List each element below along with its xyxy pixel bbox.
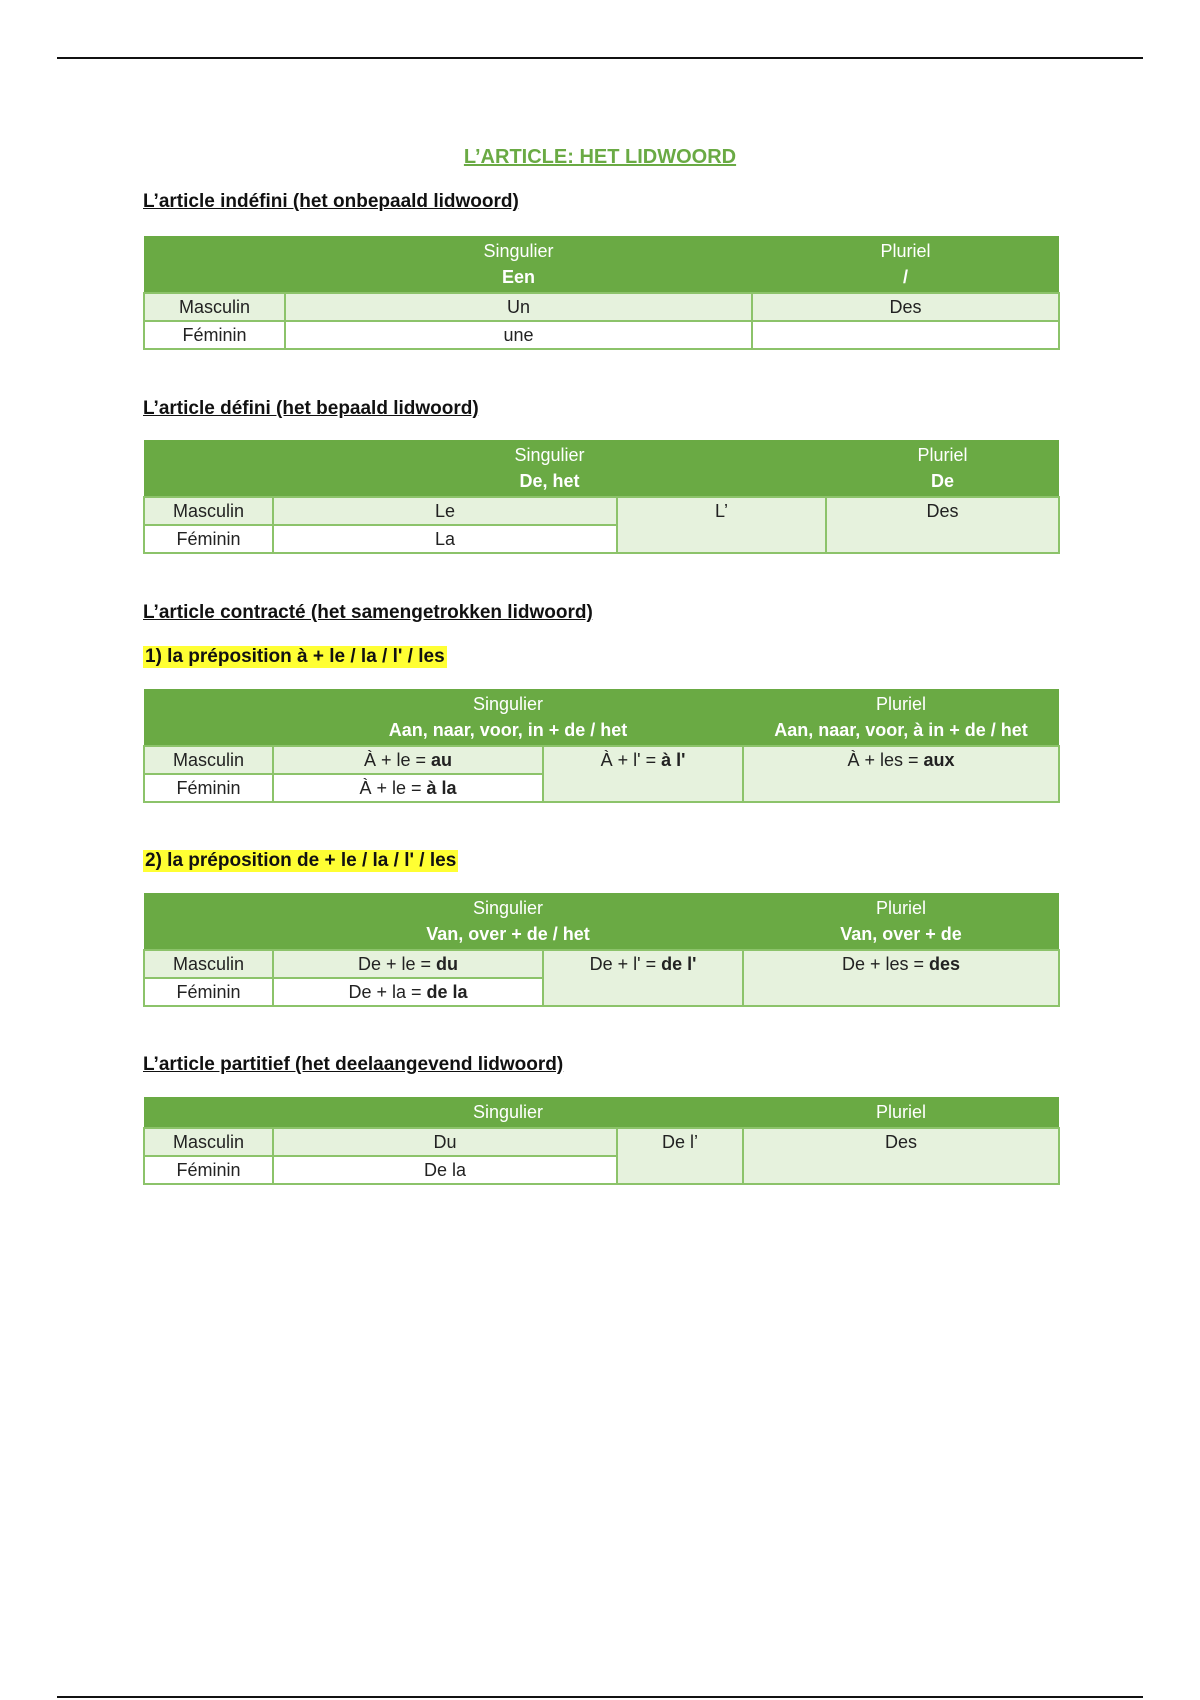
row-label-masculin: Masculin xyxy=(144,497,273,525)
header-pluriel: Pluriel De xyxy=(826,440,1059,497)
row-label-feminin: Féminin xyxy=(144,321,285,349)
header-pluriel: Pluriel / xyxy=(752,236,1059,293)
table-partitif xyxy=(143,1097,1060,1185)
cell-pluriel: De + les = des xyxy=(743,950,1059,1006)
cell-elided: À + l' = à l' xyxy=(543,746,743,802)
cell-pluriel: À + les = aux xyxy=(743,746,1059,802)
cell-singulier-masculin: Un xyxy=(285,293,752,321)
subheading-preposition-a: 1) la préposition à + le / la / l' / les xyxy=(145,646,445,667)
header-empty xyxy=(144,440,273,497)
table-header-row xyxy=(144,893,1059,950)
section-heading-contracte: L’article contracté (het samengetrokken lidwoord) xyxy=(143,602,593,623)
cell-singulier-feminin: À + le = à la xyxy=(273,774,543,802)
header-singulier: Singulier Van, over + de / het xyxy=(273,893,743,950)
table-row xyxy=(144,746,1059,774)
cell-singulier-masculin: À + le = au xyxy=(273,746,543,774)
cell-singulier-feminin: une xyxy=(285,321,752,349)
cell-singulier-feminin: De la xyxy=(273,1156,617,1184)
cell-singulier-feminin: La xyxy=(273,525,617,553)
header-empty xyxy=(144,236,285,293)
row-label-masculin: Masculin xyxy=(144,746,273,774)
table-row xyxy=(144,497,1059,525)
cell-elided: De + l' = de l' xyxy=(543,950,743,1006)
header-rule xyxy=(57,57,1143,59)
table-defini xyxy=(143,440,1060,554)
cell-elided: L’ xyxy=(617,497,826,553)
row-label-feminin: Féminin xyxy=(144,978,273,1006)
header-singulier: Singulier Aan, naar, voor, in + de / het xyxy=(273,689,743,746)
cell-pluriel: Des xyxy=(743,1128,1059,1184)
header-pluriel: Pluriel Van, over + de xyxy=(743,893,1059,950)
cell-pluriel-feminin xyxy=(752,321,1059,349)
cell-elided: De l’ xyxy=(617,1128,743,1184)
header-singulier: Singulier xyxy=(273,1097,743,1128)
page-title: L’ARTICLE: HET LIDWOORD xyxy=(463,146,737,168)
section-heading-indefini: L’article indéfini (het onbepaald lidwoord) xyxy=(143,191,519,212)
row-label-masculin: Masculin xyxy=(144,293,285,321)
table-contracte-a xyxy=(143,689,1060,803)
table-row xyxy=(144,950,1059,978)
table-indefini xyxy=(143,236,1060,350)
header-pluriel: Pluriel xyxy=(743,1097,1059,1128)
table-header-row xyxy=(144,689,1059,746)
section-heading-defini: L’article défini (het bepaald lidwoord) xyxy=(143,398,479,419)
cell-singulier-masculin: De + le = du xyxy=(273,950,543,978)
row-label-masculin: Masculin xyxy=(144,1128,273,1156)
header-empty xyxy=(144,1097,273,1128)
row-label-masculin: Masculin xyxy=(144,950,273,978)
cell-singulier-masculin: Le xyxy=(273,497,617,525)
header-pluriel: Pluriel Aan, naar, voor, à in + de / het xyxy=(743,689,1059,746)
cell-pluriel-masculin: Des xyxy=(752,293,1059,321)
header-empty xyxy=(144,893,273,950)
header-empty xyxy=(144,689,273,746)
table-header-row xyxy=(144,1097,1059,1128)
cell-singulier-feminin: De + la = de la xyxy=(273,978,543,1006)
section-heading-partitif: L’article partitief (het deelaangevend lidwoord) xyxy=(143,1054,564,1075)
table-row xyxy=(144,1128,1059,1156)
header-singulier: Singulier De, het xyxy=(273,440,826,497)
header-singulier: Singulier Een xyxy=(285,236,752,293)
footer-rule xyxy=(57,1696,1143,1698)
cell-pluriel: Des xyxy=(826,497,1059,553)
row-label-feminin: Féminin xyxy=(144,774,273,802)
table-row xyxy=(144,321,1059,349)
table-contracte-de xyxy=(143,893,1060,1007)
table-row xyxy=(144,293,1059,321)
cell-singulier-masculin: Du xyxy=(273,1128,617,1156)
table-header-row xyxy=(144,440,1059,497)
row-label-feminin: Féminin xyxy=(144,525,273,553)
row-label-feminin: Féminin xyxy=(144,1156,273,1184)
subheading-preposition-de: 2) la préposition de + le / la / l' / les xyxy=(145,850,457,871)
table-header-row xyxy=(144,236,1059,293)
